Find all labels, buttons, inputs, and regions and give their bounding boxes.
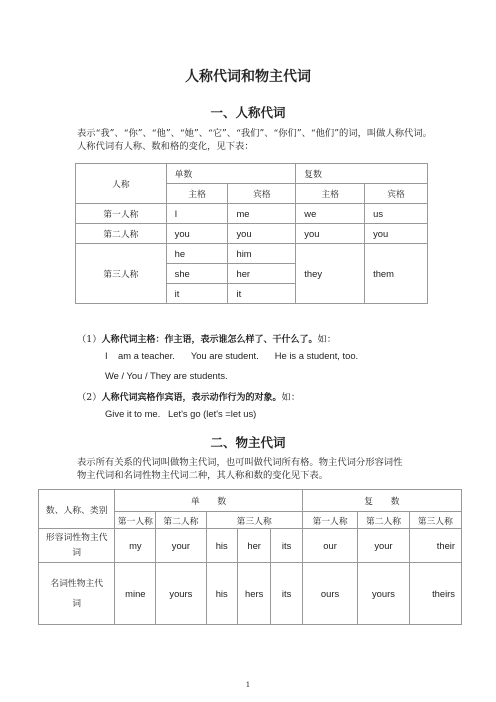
row-label: 第一人称	[76, 204, 167, 224]
page-number: 1	[245, 681, 251, 689]
personal-pronoun-table	[75, 163, 428, 304]
table-row	[76, 224, 428, 244]
table-cell: its	[271, 563, 302, 625]
point-2-rule: 人称代词宾格作宾语，表示动作行为的对象。	[101, 393, 282, 403]
person-header: 第三人称	[206, 512, 302, 529]
table-cell: our	[302, 529, 357, 563]
table-cell: your	[358, 529, 409, 563]
table-cell: your	[156, 529, 206, 563]
point-2-number: （2）	[77, 392, 102, 403]
section1-intro-line1: 表示“我”、“你”、“他”、“她”、“它”、“我们”、“你们”、“他们”的词，叫做人称代词。	[77, 128, 432, 139]
table-cell: her	[237, 529, 271, 563]
table-row	[39, 529, 462, 563]
point-1	[77, 331, 336, 345]
table-cell: we	[296, 204, 365, 224]
table-cell: yours	[358, 563, 409, 625]
point-2-suffix: 如：	[281, 392, 301, 403]
point-2	[77, 389, 300, 403]
possessive-pronoun-table	[38, 489, 462, 625]
table-cell: him	[228, 244, 296, 264]
section2-intro-line1: 表示所有关系的代词叫做物主代词，也可叫做代词所有格。物主代词分形容词性	[77, 457, 403, 468]
table-row	[76, 204, 428, 224]
table-cell: it	[228, 284, 296, 304]
examples-1	[105, 350, 374, 361]
example-sentence: We / You / They are students.	[105, 370, 228, 381]
row-label: 形容词性物主代词	[39, 529, 115, 563]
table-corner: 数、人称、类别	[39, 490, 115, 529]
table-cell: me	[228, 204, 296, 224]
table-cell: her	[228, 264, 296, 284]
plural-header: 复 数	[302, 490, 461, 512]
person-header: 第三人称	[409, 512, 461, 529]
table-cell: his	[206, 529, 237, 563]
table-cell: hers	[237, 563, 271, 625]
section1-heading: 一、人称代词	[210, 105, 286, 120]
table-cell: his	[206, 563, 237, 625]
table-cell: its	[271, 529, 302, 563]
table-cell: my	[115, 529, 156, 563]
table-cell: theirs	[409, 563, 461, 625]
point-1-number: （1）	[77, 334, 102, 345]
table-corner: 人称	[76, 164, 167, 204]
row-label: 名词性物主代词	[39, 563, 115, 625]
table-cell: she	[166, 264, 228, 284]
table-cell: ours	[302, 563, 357, 625]
table-cell: their	[409, 529, 461, 563]
row-label: 第二人称	[76, 224, 167, 244]
table-row	[76, 244, 428, 264]
accusative-header: 宾格	[228, 184, 296, 204]
table-cell: yours	[156, 563, 206, 625]
person-header: 第二人称	[358, 512, 409, 529]
table-row	[39, 563, 462, 625]
singular-header: 单数	[166, 164, 296, 184]
person-header: 第二人称	[156, 512, 206, 529]
table-cell: you	[166, 224, 228, 244]
table-cell: you	[296, 224, 365, 244]
section2-intro-line2: 物主代词和名词性物主代词二种，其人称和数的变化见下表。	[77, 470, 329, 481]
point-1-suffix: 如：	[317, 334, 337, 345]
table-cell: you	[228, 224, 296, 244]
page-title: 人称代词和物主代词	[185, 69, 311, 85]
table-cell: they	[296, 244, 365, 304]
table-cell: us	[365, 204, 428, 224]
example-sentence: He is a student, too.	[274, 350, 359, 361]
table-cell: mine	[115, 563, 156, 625]
table-cell: it	[166, 284, 228, 304]
example-sentence: Give it to me. Let's go (let's =let us)	[105, 408, 257, 419]
row-label: 第三人称	[76, 244, 167, 304]
section1-intro-line2: 人称代词有人称、数和格的变化，见下表：	[77, 141, 254, 152]
point-1-rule: 人称代词主格：作主语，表示谁怎么样了、干什么了。	[101, 335, 318, 345]
plural-header: 复数	[296, 164, 428, 184]
accusative-header: 宾格	[365, 184, 428, 204]
singular-header: 单 数	[115, 490, 302, 512]
person-header: 第一人称	[302, 512, 357, 529]
section2-heading: 二、物主代词	[210, 435, 286, 450]
nominative-header: 主格	[166, 184, 228, 204]
table-cell: them	[365, 244, 428, 304]
table-cell: you	[365, 224, 428, 244]
person-header: 第一人称	[115, 512, 156, 529]
table-cell: he	[166, 244, 228, 264]
example-sentence: You are student.	[190, 350, 259, 361]
table-cell: I	[166, 204, 228, 224]
example-sentence: I am a teacher.	[105, 350, 175, 361]
nominative-header: 主格	[296, 184, 365, 204]
